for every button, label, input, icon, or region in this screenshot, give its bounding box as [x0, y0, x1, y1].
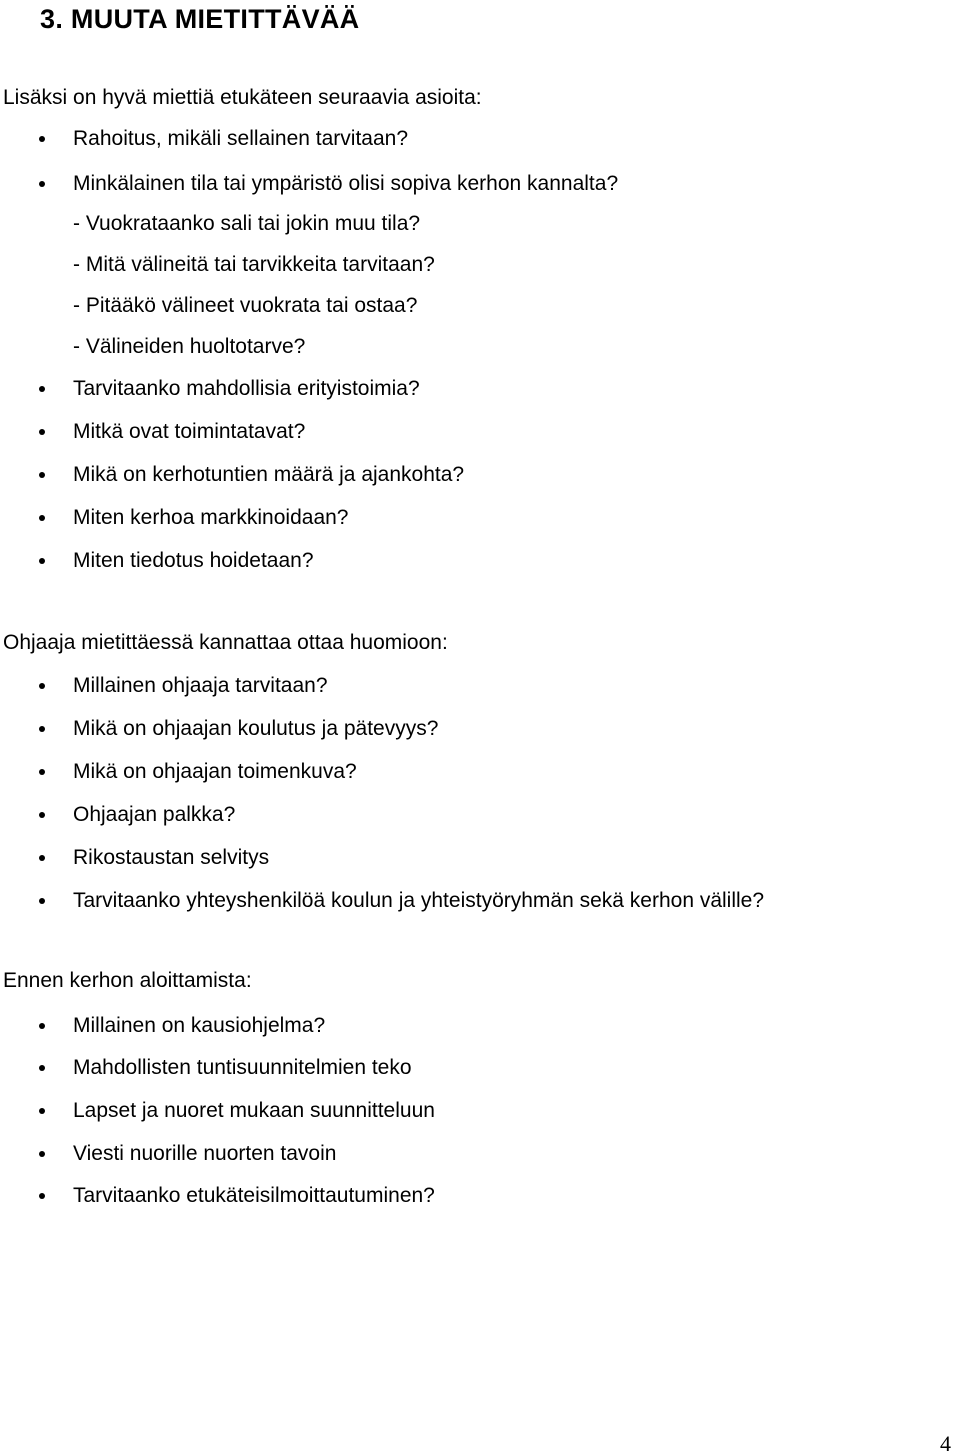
page-number: 4	[940, 1431, 951, 1456]
bullet-icon	[39, 429, 45, 435]
list-item: Mahdollisten tuntisuunnitelmien teko	[73, 1056, 412, 1079]
sub-list-item: - Pitääkö välineet vuokrata tai ostaa?	[73, 294, 418, 317]
bullet-icon	[39, 1065, 45, 1071]
list-item: Mitkä ovat toimintatavat?	[73, 420, 306, 443]
sub-list-item: - Mitä välineitä tai tarvikkeita tarvitaan?	[73, 253, 435, 276]
list-item: Millainen on kausiohjelma?	[73, 1014, 326, 1037]
list-item: Mikä on ohjaajan toimenkuva?	[73, 760, 357, 783]
sub-list-item: - Välineiden huoltotarve?	[73, 335, 306, 358]
list-item: Tarvitaanko mahdollisia erityistoimia?	[73, 377, 420, 400]
list-item: Ohjaajan palkka?	[73, 803, 236, 826]
bullet-icon	[39, 726, 45, 732]
sub-list-item: - Vuokrataanko sali tai jokin muu tila?	[73, 212, 421, 235]
list-item: Tarvitaanko etukäteisilmoittautuminen?	[73, 1184, 435, 1207]
list-item: Viesti nuorille nuorten tavoin	[73, 1142, 337, 1165]
bullet-icon	[39, 898, 45, 904]
bullet-icon	[39, 683, 45, 689]
list-item: Minkälainen tila tai ympäristö olisi sopiva kerhon kannalta?	[73, 172, 619, 195]
bullet-icon	[39, 812, 45, 818]
list-item: Rikostaustan selvitys	[73, 846, 270, 869]
list-item: Tarvitaanko yhteyshenkilöä koulun ja yhteistyöryhmän sekä kerhon välille?	[73, 889, 765, 912]
bullet-icon	[39, 181, 45, 187]
section2-intro: Ohjaaja mietittäessä kannattaa ottaa huomioon:	[3, 631, 448, 654]
bullet-icon	[39, 386, 45, 392]
bullet-icon	[39, 855, 45, 861]
section3-intro: Ennen kerhon aloittamista:	[3, 969, 252, 992]
list-item: Rahoitus, mikäli sellainen tarvitaan?	[73, 127, 409, 150]
list-item: Miten tiedotus hoidetaan?	[73, 549, 314, 572]
bullet-icon	[39, 1151, 45, 1157]
list-item: Miten kerhoa markkinoidaan?	[73, 506, 349, 529]
section-heading: 3. MUUTA MIETITTÄVÄÄ	[40, 4, 360, 34]
list-item: Mikä on ohjaajan koulutus ja pätevyys?	[73, 717, 439, 740]
bullet-icon	[39, 1023, 45, 1029]
bullet-icon	[39, 1108, 45, 1114]
bullet-icon	[39, 769, 45, 775]
list-item: Mikä on kerhotuntien määrä ja ajankohta?	[73, 463, 465, 486]
bullet-icon	[39, 136, 45, 142]
bullet-icon	[39, 515, 45, 521]
bullet-icon	[39, 558, 45, 564]
list-item: Millainen ohjaaja tarvitaan?	[73, 674, 328, 697]
list-item: Lapset ja nuoret mukaan suunnitteluun	[73, 1099, 435, 1122]
section1-intro: Lisäksi on hyvä miettiä etukäteen seuraavia asioita:	[3, 86, 482, 109]
bullet-icon	[39, 472, 45, 478]
bullet-icon	[39, 1193, 45, 1199]
